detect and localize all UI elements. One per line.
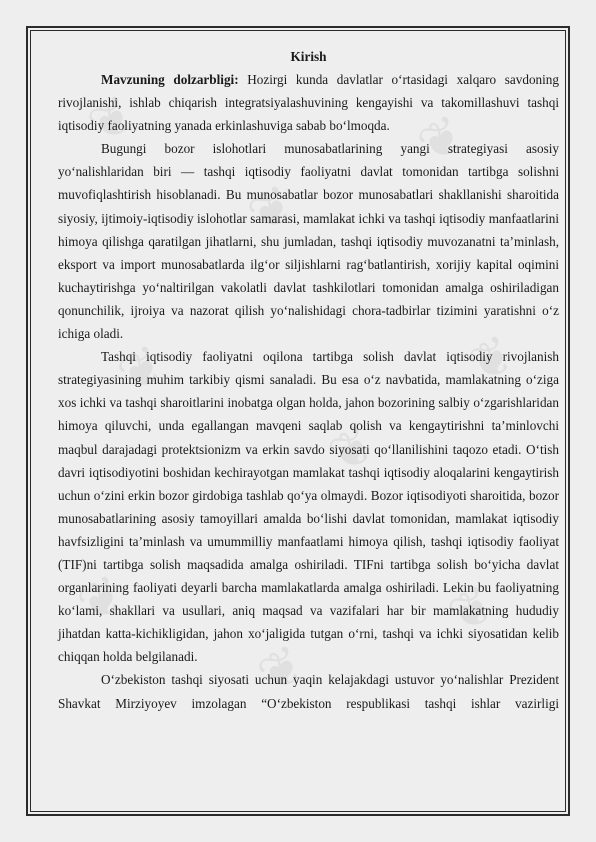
watermark-logo-icon: ❦	[237, 173, 306, 247]
watermark-logo-icon: ❦	[457, 323, 526, 397]
intro-paragraph	[58, 68, 559, 137]
watermark-logo-icon: ❦	[77, 83, 146, 157]
watermark-logo-icon: ❦	[67, 563, 136, 637]
body-paragraph-1: Bugungi bozor islohotlari munosabatlarining yangi strategiyasi asosiy yoʻnalishlaridan biri — tashqi iqtisodiy faoliyatni davlat tomonidan tartibga solishni muvofiqlashtirish hisoblanadi. Bu munosabatlar bozor munosabatlari shakllanishi sharoitida siyosiy, ijtimoiy-iqtisodiy islohotlar samarasi, mamlakat ichki va tashqi iqtisodiy manfaatlarini himoya qilishga qaratilgan jihatlarni, shu jumladan, tashqi iqtisodiy muvozanatni taʼminlash, eksport va import munosabatlarda ilgʻor siljishlarni ragʻbatlantirish, xorijiy kapital oqimini kuchaytirishga yoʻnaltirilgan vakolatli davlat tashkilotlari tomonidan amalga oshiriladigan qonunchilik, ijroiya va nazorat qilish yoʻnalishidagi chora-tadbirlar tizimini yaratishni oʻz ichiga oladi.	[58, 141, 559, 342]
body-paragraph-2: Tashqi iqtisodiy faoliyatni oqilona tartibga solish davlat iqtisodiy rivojlanish strategiyasining muhim tarkibiy qismi sanaladi. Bu esa oʻz navbatida, mamlakatning oʻziga xos ichki va tashqi sharoitlarini inobatga olgan holda, jahon bozorining salbiy oʻzgarishlaridan himoya qiluvchi, unda egallangan mavqeni saqlab qolish va kengaytirishni taʼminlovchi maqbul darajadagi protektsionizm va erkin savdo siyosati qoʻllanilishini taqozo etadi. Oʻtish davri iqtisodiyotini boshidan kechirayotgan mamlakat tashqi iqtisodiy aloqalarini kengaytirish uchun oʻzini erkin bozor girdobiga tashlab qoʻya olmaydi. Bozor iqtisodiyoti sharoitida, bozor munosabatlarining asosiy tamoyillari amalda boʻlishi davlat tomonidan, mamlakat iqtisodiy havfsizligini taʼminlash va umummilliy manfaatlami himoya qilish, tashqi iqtisodiy faoliyat (TIF)ni tartibga solish maqsadida amalga oshiriladi. TIFni tartibga solish boʻyicha davlat organlarining faoliyati deyarli barcha mamlakatlarda amalga oshiriladi. Lekin bu faoliyatning koʻlami, shakllari va usullari, aniq maqsad va vazifalari har bir mamlakatning hududiy jihatdan katta-kichikligidan, jahon xoʻjaligida tutgan oʻrni, tashqi va ichki siyosatidan kelib chiqqan holda belgilanadi.	[58, 349, 559, 665]
body-paragraph-3: Oʻzbekiston tashqi siyosati uchun yaqin kelajakdagi ustuvor yoʻnalishlar Prezident Shavkat Mirziyoyev imzolagan “Oʻzbekiston respublikasi tashqi ishlar vazirligi	[58, 672, 559, 711]
watermark-logo-icon: ❦	[407, 103, 476, 177]
document-body	[58, 46, 559, 715]
section-title: Kirish	[290, 49, 327, 64]
watermark-logo-icon: ❦	[317, 413, 386, 487]
watermark-logo-icon: ❦	[247, 633, 316, 707]
intro-lead: Mavzuning dolzarbligi:	[101, 72, 239, 87]
watermark-logo-icon: ❦	[437, 573, 506, 647]
intro-text: Hozirgi kunda davlatlar oʻrtasidagi xalqaro savdoning rivojlanishi, ishlab chiqarish integratsiyalashuvining kengayishi va takomillashuvi tashqi iqtisodiy faoliyatning yanada erkinlashuviga sabab boʻlmoqda.	[58, 72, 559, 134]
watermark-logo-icon: ❦	[107, 333, 176, 407]
